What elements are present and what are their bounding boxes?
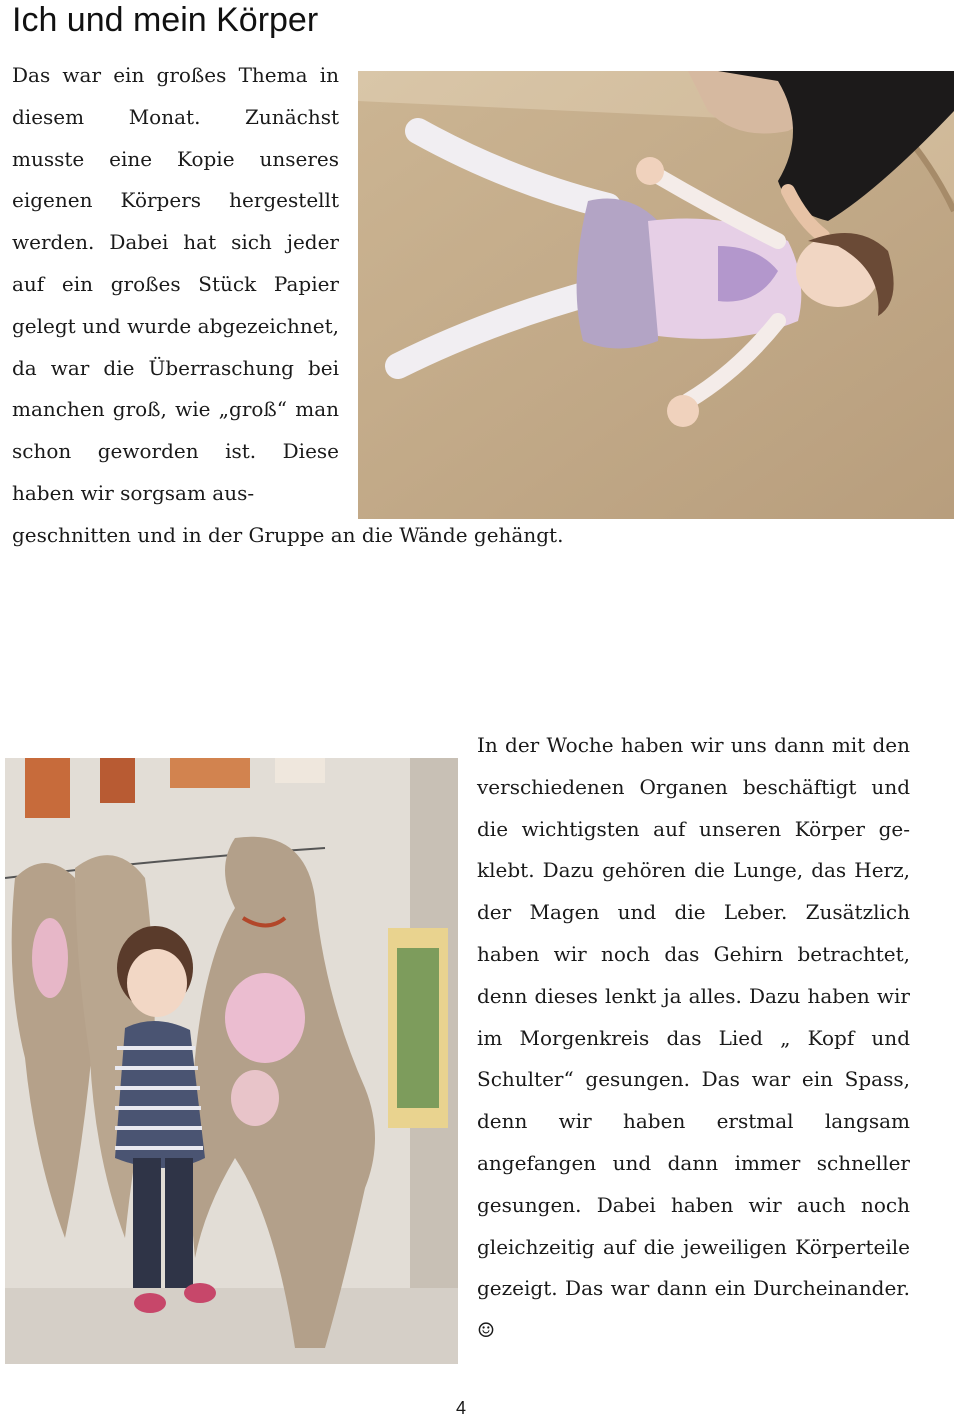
photo-child-with-body-cutouts: [5, 758, 458, 1364]
organs-paragraph: In der Woche haben wir uns dann mit den verschiedenen Organen beschäftigt und die wichtigsten auf unseren Körper ge-klebt. Dazu gehören die Lunge, das Herz, der Magen und die Leber. Zusätzlich haben wir noch das Gehirn betrachtet, denn dieses lenkt ja alles. Dazu haben wir im Morgenkreis das Lied „ Kopf und Schulter“ gesungen. Das war ein Spass, denn wir haben erstmal langsam angefangen und dann immer schneller gesungen. Dabei haben wir auch noch gleichzeitig auf die jeweiligen Körperteile gezeigt. Das war dann ein Durcheinander. ☺: [477, 733, 910, 1343]
photo-child-lying-on-paper: [358, 71, 954, 519]
intro-text: Das war ein großes Thema in diesem Monat. Zunächst musste eine Kopie unseres eigenen Körpers hergestellt werden. Dabei hat sich jeder auf ein großes Stück Papier gelegt und wurde abgezeichnet, da war die Überraschung bei manchen groß, wie „groß“ man schon geworden ist.: [12, 63, 339, 464]
intro-text-last-line: geschnitten und in der Gruppe an die Wände gehängt.: [12, 523, 564, 547]
intro-text-line: Diese haben wir sorgsam aus-: [12, 439, 340, 505]
intro-paragraph: [12, 55, 564, 547]
page-title: Ich und mein Körper: [12, 1, 319, 39]
page-number: 4: [455, 1398, 466, 1418]
